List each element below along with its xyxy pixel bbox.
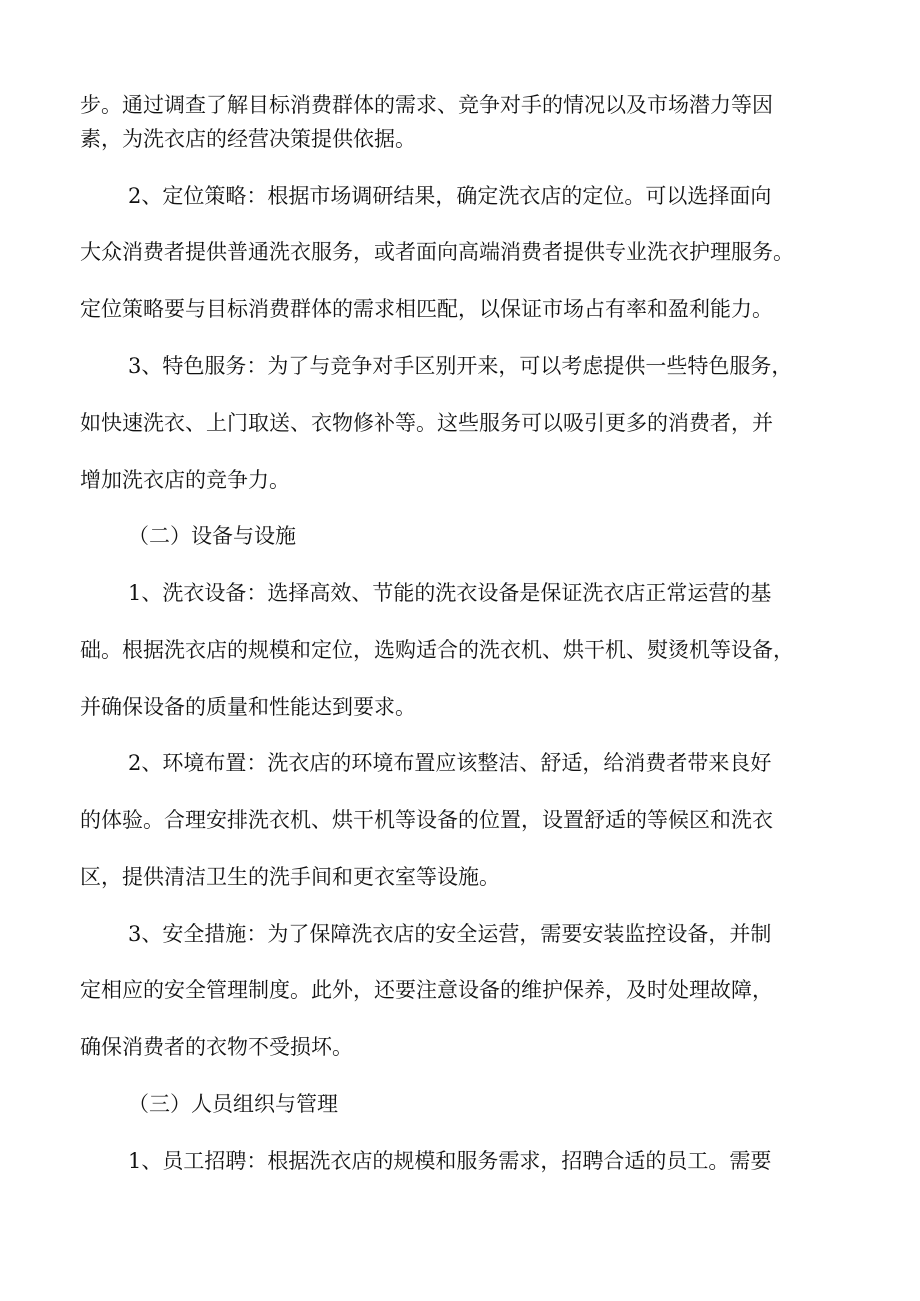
paragraph-line: 步。通过调查了解目标消费群体的需求、竞争对手的情况以及市场潜力等因 — [80, 93, 773, 117]
paragraph-first-line: 3、安全措施：为了保障洗衣店的安全运营，需要安装监控设备，并制 — [128, 922, 772, 946]
paragraph-line: 区，提供清洁卫生的洗手间和更衣室等设施。 — [80, 865, 500, 889]
section-heading: （三）人员组织与管理 — [128, 1092, 338, 1116]
paragraph-line: 的体验。合理安排洗衣机、烘干机等设备的位置，设置舒适的等候区和洗衣 — [80, 808, 773, 832]
paragraph-line: 定位策略要与目标消费群体的需求相匹配，以保证市场占有率和盈利能力。 — [80, 297, 773, 321]
paragraph-line: 如快速洗衣、上门取送、衣物修补等。这些服务可以吸引更多的消费者，并 — [80, 411, 773, 435]
paragraph-first-line: 3、特色服务：为了与竞争对手区别开来，可以考虑提供一些特色服务， — [128, 354, 793, 378]
paragraph-line: 素，为洗衣店的经营决策提供依据。 — [80, 127, 416, 151]
paragraph-line: 大众消费者提供普通洗衣服务，或者面向高端消费者提供专业洗衣护理服务。 — [80, 240, 794, 264]
paragraph-line: 确保消费者的衣物不受损坏。 — [80, 1035, 353, 1059]
paragraph-first-line: 1、员工招聘：根据洗衣店的规模和服务需求，招聘合适的员工。需要 — [128, 1149, 772, 1173]
paragraph-line: 础。根据洗衣店的规模和定位，选购适合的洗衣机、烘干机、熨烫机等设备， — [80, 638, 794, 662]
paragraph-line: 增加洗衣店的竞争力。 — [80, 468, 290, 492]
paragraph-line: 定相应的安全管理制度。此外，还要注意设备的维护保养，及时处理故障， — [80, 978, 773, 1002]
paragraph-first-line: 1、洗衣设备：选择高效、节能的洗衣设备是保证洗衣店正常运营的基 — [128, 581, 772, 605]
paragraph-first-line: 2、定位策略：根据市场调研结果，确定洗衣店的定位。可以选择面向 — [128, 184, 772, 208]
paragraph-line: 并确保设备的质量和性能达到要求。 — [80, 695, 416, 719]
paragraph-first-line: 2、环境布置：洗衣店的环境布置应该整洁、舒适，给消费者带来良好 — [128, 751, 772, 775]
section-heading: （二）设备与设施 — [128, 524, 296, 548]
